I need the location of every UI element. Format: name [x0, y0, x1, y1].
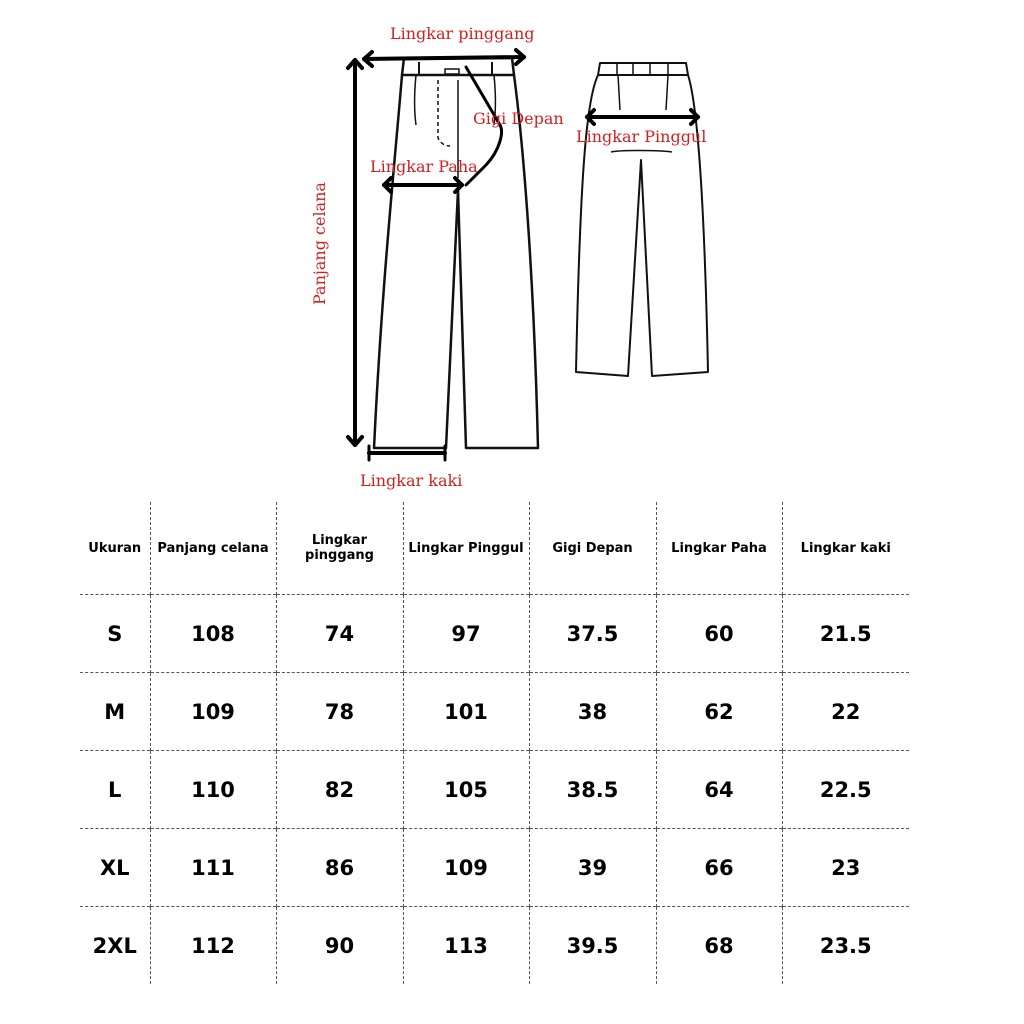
table-row: [80, 595, 909, 673]
cell-length: 110: [150, 751, 276, 829]
header-length: Panjang celana: [150, 502, 276, 595]
cell-length: 111: [150, 829, 276, 907]
size-table: [80, 502, 909, 984]
cell-hem: 21.5: [782, 595, 909, 673]
table-row: [80, 907, 909, 985]
cell-size: XL: [80, 829, 150, 907]
header-hem: Lingkar kaki: [782, 502, 909, 595]
cell-rise: 38: [529, 673, 656, 751]
cell-hem: 22: [782, 673, 909, 751]
cell-thigh: 64: [656, 751, 782, 829]
size-diagram: [0, 0, 1024, 500]
table-row: [80, 829, 909, 907]
cell-rise: 37.5: [529, 595, 656, 673]
cell-hem: 23.5: [782, 907, 909, 985]
header-hip: Lingkar Pinggul: [403, 502, 529, 595]
header-rise: Gigi Depan: [529, 502, 656, 595]
thigh-label: Lingkar Paha: [370, 157, 478, 176]
cell-waist: 74: [276, 595, 403, 673]
cell-thigh: 60: [656, 595, 782, 673]
cell-hip: 97: [403, 595, 529, 673]
header-waist: Lingkar pinggang: [276, 502, 403, 595]
cell-waist: 86: [276, 829, 403, 907]
table-header-row: [80, 502, 909, 595]
cell-waist: 78: [276, 673, 403, 751]
cell-rise: 38.5: [529, 751, 656, 829]
cell-hip: 109: [403, 829, 529, 907]
header-size: Ukuran: [88, 540, 142, 556]
cell-rise: 39: [529, 829, 656, 907]
cell-hem: 22.5: [782, 751, 909, 829]
cell-size: S: [80, 595, 150, 673]
cell-length: 112: [150, 907, 276, 985]
cell-length: 108: [150, 595, 276, 673]
cell-thigh: 68: [656, 907, 782, 985]
cell-hip: 113: [403, 907, 529, 985]
cell-size: M: [80, 673, 150, 751]
cell-thigh: 62: [656, 673, 782, 751]
pants-illustration: [0, 0, 1024, 500]
cell-hem: 23: [782, 829, 909, 907]
cell-thigh: 66: [656, 829, 782, 907]
header-thigh: Lingkar Paha: [656, 502, 782, 595]
cell-length: 109: [150, 673, 276, 751]
cell-size: 2XL: [80, 907, 150, 985]
rise-label: Gigi Depan: [473, 109, 564, 128]
cell-hip: 105: [403, 751, 529, 829]
table-row: [80, 751, 909, 829]
cell-waist: 90: [276, 907, 403, 985]
waist-label: Lingkar pinggang: [390, 24, 535, 43]
length-label: Panjang celana: [310, 182, 329, 305]
cell-waist: 82: [276, 751, 403, 829]
table-row: [80, 673, 909, 751]
cell-hip: 101: [403, 673, 529, 751]
hem-label: Lingkar kaki: [360, 471, 463, 490]
cell-size: L: [80, 751, 150, 829]
cell-rise: 39.5: [529, 907, 656, 985]
hip-label: Lingkar Pinggul: [576, 127, 707, 146]
